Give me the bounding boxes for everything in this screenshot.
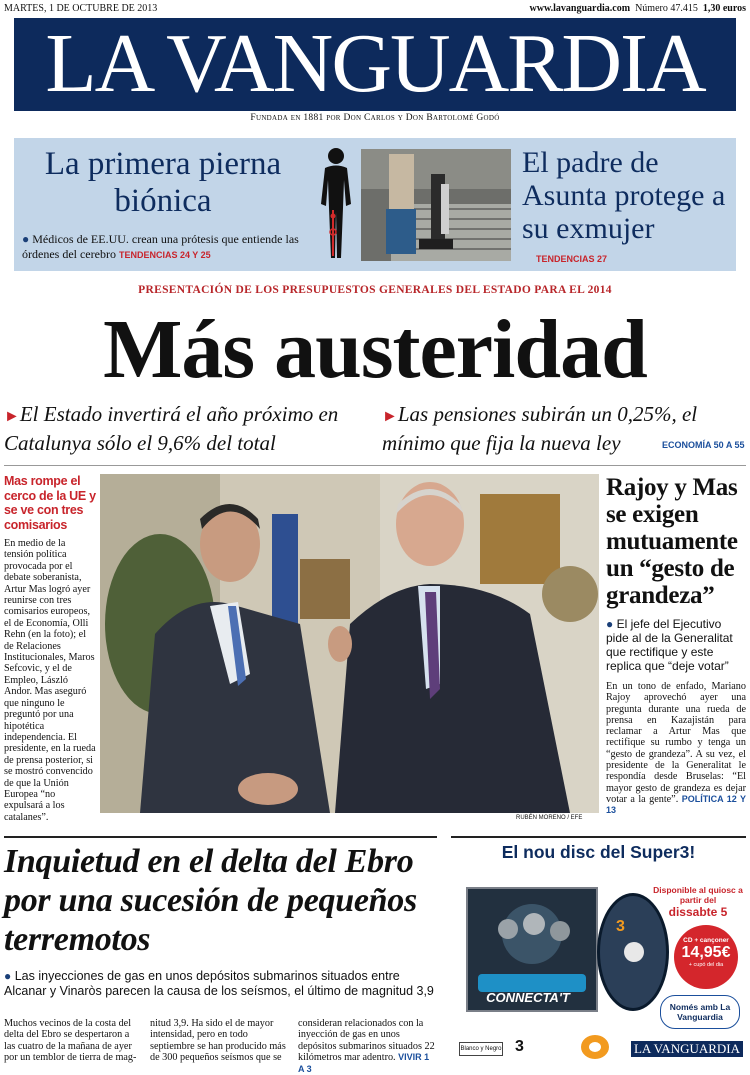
rajoy-body: [606, 681, 746, 817]
teaser-bionic-section[interactable]: TENDENCIAS 24 Y 25: [118, 250, 211, 260]
cd-cover-title: CONNECTA'T: [486, 990, 570, 1005]
delta-story: [4, 842, 434, 959]
bullet-icon: ●: [4, 969, 12, 983]
price: 1,30 euros: [702, 3, 746, 14]
price-badge: [674, 925, 738, 989]
only-with-badge: Només amb La Vanguardia: [660, 995, 740, 1029]
sidebar-mas-eu: [4, 474, 96, 823]
delta-lede-text: Las inyecciones de gas en unos depósitos submarinos situados entre Alcanar y Vinaròs parecen la causa de los seísmos, el último de magnitud 3,9: [4, 969, 434, 998]
bullet-icon: ●: [22, 232, 30, 246]
teaser-bionic-lede-text: Médicos de EE.UU. crean una prótesis que entiende las órdenes del cerebro: [22, 232, 299, 261]
teaser-asunta-title: El padre de Asunta protege a su exmujer: [522, 146, 726, 245]
promo-title: El nou disc del Super3!: [501, 842, 696, 862]
divider: [4, 836, 437, 838]
website-link[interactable]: www.lavanguardia.com: [529, 3, 631, 14]
lavanguardia-small-logo: LA VANGUARDIA: [631, 1041, 743, 1057]
lead-deck-right-text: Las pensiones subirán un 0,25%, el mínimo que fija la nueva ley: [382, 402, 698, 455]
arrow-icon: ►: [382, 408, 398, 425]
rajoy-body-text: En un tono de enfado, Mariano Rajoy aprovechó ayer una pregunta durante una rueda de prensa en Kazajistán para reclamar a Artur Mas que rectifique su rumbo y tenga un “gesto de grandeza”. A su vez, el presidente de la Generalitat le respondía desde Bruselas: “El mayor gesto de grandeza es dejar votar a la gente”.: [606, 681, 746, 805]
main-photo: [100, 474, 599, 813]
channel-logo: 3: [515, 1038, 524, 1055]
promo-price: 14,95€: [681, 944, 731, 961]
rajoy-section[interactable]: POLÍTICA 12 Y 13: [606, 793, 746, 816]
delta-col-2: nitud 3,9. Ha sido el de mayor intensidad, pero en todo septiembre se han producido más de 300 pequeños seísmos que se: [150, 1018, 286, 1064]
masthead: [14, 18, 736, 111]
lead-headline[interactable]: Más austeridad: [103, 303, 647, 396]
super3-logo-icon: [580, 1033, 610, 1061]
rajoy-lede: [606, 617, 746, 673]
rajoy-story: [606, 474, 746, 817]
teaser-asunta[interactable]: [522, 146, 734, 245]
bionic-leg-photo: [361, 149, 511, 261]
photo-credit: RUBÉN MORENO / EFE: [516, 815, 583, 821]
delta-section[interactable]: VIVIR 1 A 3: [298, 1052, 430, 1074]
rajoy-title[interactable]: Rajoy y Mas se exigen mutuamente un “gesto de grandeza”: [606, 474, 738, 609]
price-note: CD + cançoner: [683, 937, 729, 944]
delta-col-3-text: consideran relacionados con la inyección de gas en unos depósitos submarinos situados 22 kilómetros mar adentro.: [298, 1018, 435, 1064]
handshake-illustration: [100, 474, 599, 813]
dateline: [4, 3, 746, 17]
teaser-asunta-section[interactable]: TENDENCIAS 27: [536, 254, 608, 264]
teaser-bionic-leg[interactable]: [18, 146, 308, 220]
cd-number: 3: [616, 918, 625, 935]
arrow-icon: ►: [4, 408, 20, 425]
edition-info: [530, 3, 747, 14]
rajoy-lede-text: El jefe del Ejecutivo pide al de la Generalitat que rectifique y este replica que “deje votar”: [606, 617, 733, 673]
bullet-icon: ●: [606, 617, 614, 631]
delta-title[interactable]: Inquietud en el delta del Ebro por una sucesión de pequeños terremotos: [4, 843, 417, 958]
lead-kicker: PRESENTACIÓN DE LOS PRESUPUESTOS GENERALES DEL ESTADO PARA EL 2014: [138, 284, 612, 296]
bionic-body-icon: [313, 146, 359, 264]
partner-logo: Blanco y Negro: [459, 1042, 503, 1056]
divider: [451, 836, 746, 838]
teaser-bionic-title: La primera pierna biónica: [44, 146, 282, 219]
lead-section[interactable]: ECONOMÍA 50 A 55: [662, 440, 745, 450]
date: MARTES, 1 DE OCTUBRE DE 2013: [4, 3, 158, 14]
lead-deck-left-text: El Estado invertirá el año próximo en Catalunya sólo el 9,6% del total: [4, 402, 339, 455]
delta-lede: [4, 969, 434, 999]
promo-avail-date: dissabte 5: [668, 905, 728, 919]
sidebar-body: En medio de la tensión política provocada por el debate soberanista, Artur Mas logró ayer reunirse con tres comisarios europeos, el de Economía, Olli Rehn (en la foto); el de Relaciones Institucionales, Maros Sefcovic, y el de Empleo, László Andor. Mas aseguró que ninguno le preguntó por una hipotética independencia. El presidente, en la rueda de prensa posterior, si se mostró convencido de que la Unión Europea “no expulsará a los catalanes”.: [4, 538, 96, 823]
delta-col-3: [298, 1018, 436, 1075]
delta-col-1: Muchos vecinos de la costa del delta del Ebro se despertaron a las cuatro de la mañana de ayer por un temblor de tierra de mag-: [4, 1018, 137, 1064]
newspaper-logo: LA VANGUARDIA: [45, 17, 705, 110]
sidebar-title[interactable]: Mas rompe el cerco de la UE y se ve con tres comisarios: [4, 474, 96, 532]
teaser-bionic-lede: [22, 232, 312, 263]
promo-avail-text: Disponible al quiosc a partir del: [653, 885, 743, 905]
divider: [4, 465, 746, 466]
lead-deck-left: [4, 401, 369, 456]
founded-line: Fundada en 1881 por Don Carlos y Don Bartolomé Godó: [250, 113, 500, 123]
price-sub: + cupó del dia: [688, 962, 724, 968]
issue-number: Número 47.415: [635, 3, 698, 14]
promo-availability: [650, 885, 746, 920]
treadmill-illustration: [361, 149, 511, 261]
